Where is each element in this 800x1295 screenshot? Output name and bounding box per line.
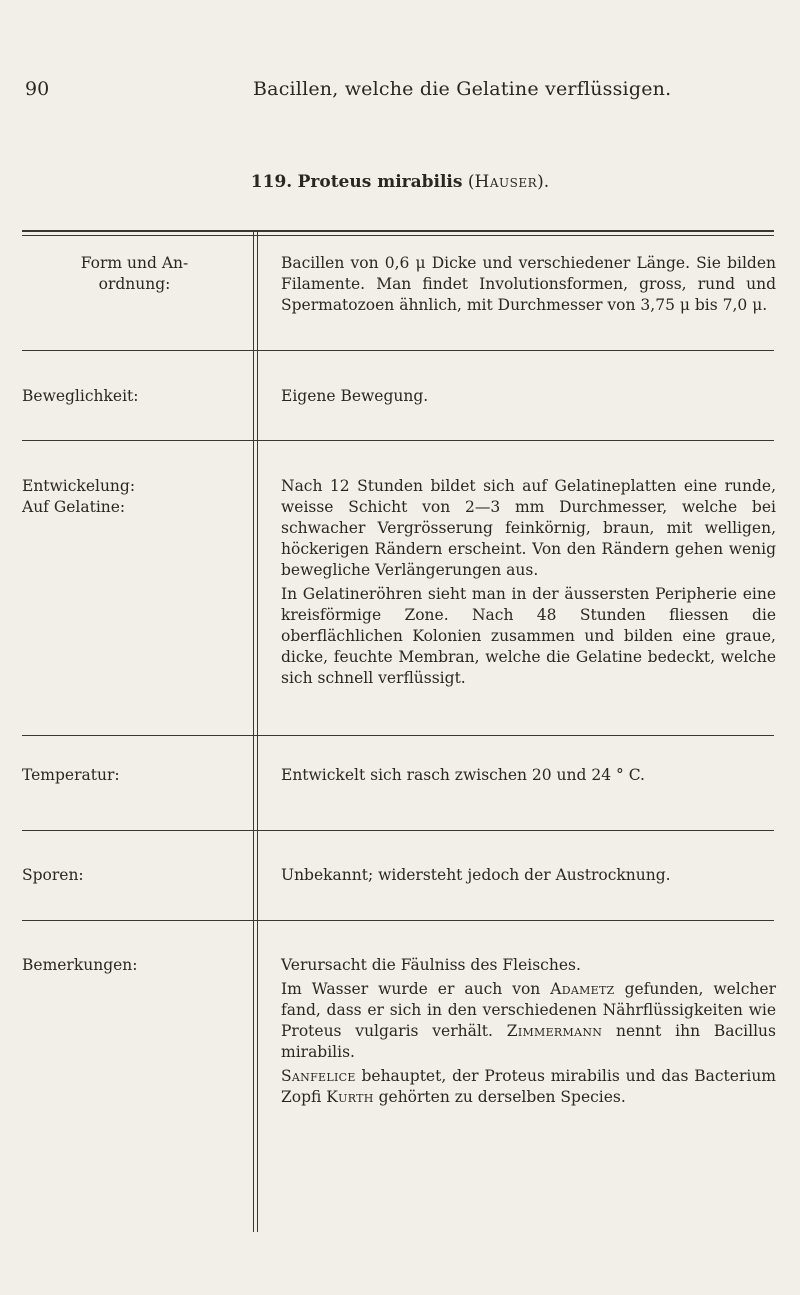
remarks-text: gefunden, welcher fand, dass er sich in den verschiedenen Nährflüssigkeiten wie Proteus vulgaris verhält. [281, 980, 776, 1040]
row-label-motility: Beweglichkeit: [22, 387, 139, 405]
table-number: 119. [250, 172, 293, 192]
remarks-paragraph-1: Verursacht die Fäulniss des Fleisches. [281, 956, 581, 974]
author-name: Sanfelice [281, 1067, 356, 1085]
row-divider [22, 830, 774, 831]
row-value-form: Bacillen von 0,6 μ Dicke und verschiedener Länge. Sie bilden Filamente. Man findet Involutionsformen, gross, rund und Spermatozoen ähnlich, mit Durchmesser von 3,75 μ bis 7,0 μ. [281, 254, 776, 314]
author-name: Kurth [326, 1088, 374, 1106]
development-gelatine-tubes: In Gelatineröhren sieht man in der äussersten Peripherie eine kreisförmige Zone. Nach 48 Stunden fliessen die oberflächlichen Kolonien zusammen und bilden eine graue, dicke, feuchte Membran, welche die Gelatine bedeckt, welche sich schnell verflüssigt. [281, 585, 776, 687]
row-label-line: ordnung: [98, 275, 171, 293]
authority-open: ( [467, 172, 475, 192]
species-name: Proteus mirabilis [297, 172, 463, 192]
column-divider [253, 232, 258, 1232]
row-divider [22, 735, 774, 736]
development-gelatine-plates: Nach 12 Stunden bildet sich auf Gelatineplatten eine runde, weisse Schicht von 2—3 mm Durchmesser, welche bei schwacher Vergrösserung feinkörnig, braun, mit welligen, höckerigen Rändern erscheint. Von den Rändern gehen wenig bewegliche Verlängerungen aus. [281, 477, 776, 579]
row-value-development [281, 476, 776, 689]
row-divider [22, 350, 774, 351]
row-label-development [22, 476, 247, 518]
row-divider [22, 920, 774, 921]
row-value-remarks [281, 955, 776, 1108]
table-top-rule [22, 230, 774, 236]
remarks-paragraph-2 [281, 979, 776, 1063]
authority-name: Hauser [474, 172, 538, 192]
row-value-spores: Unbekannt; widersteht jedoch der Austrocknung. [281, 866, 671, 884]
remarks-text: gehörten zu derselben Species. [373, 1088, 626, 1106]
table-title [0, 172, 800, 192]
author-name: Zimmermann [506, 1022, 603, 1040]
row-value-temperature: Entwickelt sich rasch zwischen 20 und 24 ° C. [281, 766, 645, 784]
row-value-motility: Eigene Bewegung. [281, 387, 429, 405]
row-label-spores: Sporen: [22, 866, 84, 884]
row-label-remarks: Bemerkungen: [22, 956, 138, 974]
remarks-text: behauptet, der Proteus mirabilis und das Bacterium Zopfi [281, 1067, 776, 1106]
row-divider [22, 440, 774, 441]
running-head [0, 78, 800, 108]
row-label-line: Auf Gelatine: [22, 498, 126, 516]
remarks-text: Im Wasser wurde er auch von [281, 980, 551, 998]
author-name: Adametz [550, 980, 615, 998]
remarks-text: nennt ihn Bacillus mirabilis. [281, 1022, 776, 1061]
running-title: Bacillen, welche die Gelatine verflüssigen. [253, 78, 672, 100]
page-number: 90 [25, 78, 50, 100]
row-label-line: Entwickelung: [22, 477, 136, 495]
remarks-paragraph-3 [281, 1066, 776, 1108]
row-label-form [22, 253, 247, 295]
row-label-temperature: Temperatur: [22, 766, 120, 784]
authority-close: ). [537, 172, 550, 192]
row-label-line: Form und An- [80, 254, 189, 272]
